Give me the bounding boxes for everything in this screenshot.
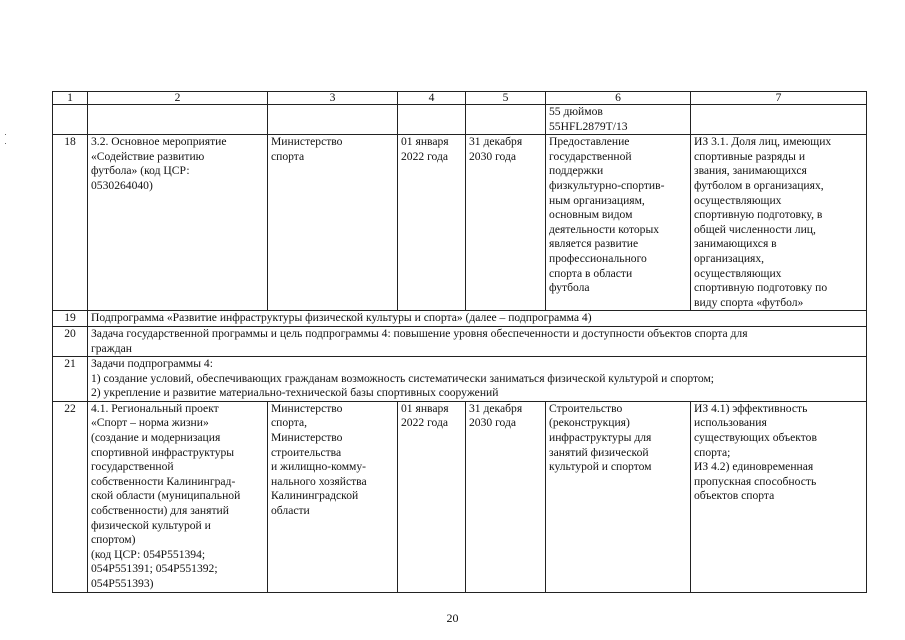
cell-line: области — [271, 504, 310, 518]
end-date-cell — [466, 135, 546, 311]
cell-line: пропускная способность — [694, 474, 817, 488]
cell-line: 2030 года — [469, 149, 517, 163]
cell-line: 0530264040) — [91, 178, 153, 192]
table-cell — [268, 105, 398, 135]
cell-line: спорта в области — [549, 266, 633, 280]
cell-line: виду спорта «футбол» — [694, 295, 804, 309]
cell-line: ской области (муниципальной — [91, 489, 241, 503]
cell-line: 054P551393) — [91, 577, 154, 590]
description-cell — [546, 135, 691, 311]
cell-line: 054P551391; 054P551392; — [91, 562, 218, 576]
header-cell: 4 — [398, 92, 466, 105]
cell-line: (реконструкция) — [549, 416, 630, 430]
indicator-cell — [691, 401, 867, 592]
table-cell — [691, 105, 867, 135]
cell-line: осуществляющих — [694, 193, 782, 207]
cell-line: ным организациям, — [549, 193, 645, 207]
table-header-row — [53, 92, 867, 105]
cell-line: поддержки — [549, 164, 604, 178]
row-number-cell: 18 — [53, 135, 88, 311]
cell-line: 55 дюймов — [549, 105, 603, 118]
table-row-22 — [53, 401, 867, 592]
header-cell: 1 — [53, 92, 88, 105]
cell-line: 2) укрепление и развитие материально-технической базы спортивных сооружений — [91, 386, 499, 400]
cell-line: Предоставление — [549, 135, 630, 149]
page-number: 20 — [446, 611, 459, 625]
cell-line: спортивную подготовку, в — [694, 208, 823, 222]
table-row-continuation — [53, 105, 867, 135]
header-cell: 3 — [268, 92, 398, 105]
activity-name-cell — [88, 401, 268, 592]
cell-line: является развитие — [549, 237, 639, 251]
table-cell — [88, 105, 268, 135]
table-row-19 — [53, 311, 867, 327]
cell-line: осуществляющих — [694, 266, 782, 280]
cell-line: собственности) для занятий — [91, 504, 229, 518]
row-number-cell: 19 — [53, 311, 88, 327]
cell-line: инфраструктуры для — [549, 431, 652, 445]
table-cell — [546, 105, 691, 135]
tasks-cell — [88, 357, 867, 402]
cell-line: (создание и модернизация — [91, 431, 221, 445]
cell-line: занятий физической — [549, 445, 649, 459]
cell-line: спортивные разряды и — [694, 149, 806, 163]
cell-line: профессионального — [549, 251, 647, 265]
cell-line: спорта — [271, 149, 305, 163]
cell-line: общей численности лиц, — [694, 222, 816, 236]
cell-line: Министерство — [271, 431, 343, 445]
end-date-cell — [466, 401, 546, 592]
cell-line: Министерство — [271, 401, 343, 415]
cell-line: 3.2. Основное мероприятие — [91, 135, 227, 149]
cell-line: Калининградской — [271, 489, 359, 503]
cell-line: 1) создание условий, обеспечивающих гражданам возможность систематически заниматься физической культурой и спортом; — [91, 371, 715, 385]
scan-speck — [5, 143, 6, 144]
cell-line: строительства — [271, 445, 342, 459]
cell-line: 2022 года — [401, 149, 449, 163]
cell-line: спортивную подготовку по — [694, 281, 828, 295]
table-row-21 — [53, 357, 867, 402]
cell-line: государственной — [91, 460, 174, 474]
cell-line: спортом) — [91, 533, 136, 547]
cell-line: деятельности которых — [549, 222, 660, 236]
cell-line: Задачи подпрограммы 4: — [91, 357, 213, 371]
executor-cell — [268, 401, 398, 592]
row-number-cell: 22 — [53, 401, 88, 592]
cell-line: 2030 года — [469, 416, 517, 430]
cell-line: государственной — [549, 149, 632, 163]
program-table — [52, 91, 867, 593]
cell-line: 01 января — [401, 401, 449, 415]
cell-line: 31 декабря — [469, 401, 523, 415]
header-cell: 5 — [466, 92, 546, 105]
executor-cell — [268, 135, 398, 311]
cell-line: и жилищно-комму- — [271, 460, 367, 474]
description-cell — [546, 401, 691, 592]
cell-line: ИЗ 4.2) единовременная — [694, 460, 814, 474]
cell-line: Министерство — [271, 135, 343, 149]
cell-line: ИЗ 3.1. Доля лиц, имеющих — [694, 135, 832, 149]
row-number-cell: 20 — [53, 326, 88, 356]
cell-line: 01 января — [401, 135, 449, 149]
cell-line: 31 декабря — [469, 135, 523, 149]
cell-line: собственности Калининград- — [91, 474, 236, 488]
row-number-cell — [53, 105, 88, 135]
table-cell — [398, 105, 466, 135]
start-date-cell — [398, 135, 466, 311]
cell-line: культурой и спортом — [549, 460, 652, 474]
cell-line: организациях, — [694, 251, 765, 265]
header-cell: 2 — [88, 92, 268, 105]
cell-line: существующих объектов — [694, 431, 817, 445]
cell-line: физической культурой и — [91, 518, 211, 532]
cell-line: граждан — [91, 341, 132, 355]
cell-line: использования — [694, 416, 767, 430]
cell-line: звания, занимающихся — [694, 164, 807, 178]
scan-speck — [5, 134, 6, 135]
cell-line: «Содействие развитию — [91, 149, 205, 163]
cell-line: физкультурно-спортив- — [549, 178, 665, 192]
activity-name-cell — [88, 135, 268, 311]
table-row-18 — [53, 135, 867, 311]
cell-line: футбола» (код ЦСР: — [91, 164, 190, 178]
goal-cell — [88, 326, 867, 356]
cell-line: объектов спорта — [694, 489, 775, 503]
cell-line: нального хозяйства — [271, 474, 367, 488]
header-cell: 6 — [546, 92, 691, 105]
cell-line: футбола — [549, 281, 590, 295]
subprogram-title-cell: Подпрограмма «Развитие инфраструктуры физической культуры и спорта» (далее – подпрограмма 4) — [88, 311, 867, 327]
cell-line: спорта; — [694, 445, 731, 459]
row-number-cell: 21 — [53, 357, 88, 402]
table-cell — [466, 105, 546, 135]
table-row-20 — [53, 326, 867, 356]
cell-line: ИЗ 4.1) эффективность — [694, 401, 808, 415]
cell-line: спортивной инфраструктуры — [91, 445, 235, 459]
cell-line: занимающихся в — [694, 237, 777, 251]
cell-line: основным видом — [549, 208, 633, 222]
start-date-cell — [398, 401, 466, 592]
cell-line: спорта, — [271, 416, 308, 430]
cell-line: 55HFL2879T/13 — [549, 119, 628, 133]
cell-line: (код ЦСР: 054P551394; — [91, 547, 206, 561]
cell-line: Строительство — [549, 401, 623, 415]
indicator-cell — [691, 135, 867, 311]
cell-line: футболом в организациях, — [694, 178, 824, 192]
cell-line: «Спорт – норма жизни» — [91, 416, 209, 430]
cell-line: 4.1. Региональный проект — [91, 401, 219, 415]
header-cell: 7 — [691, 92, 867, 105]
cell-line: 2022 года — [401, 416, 449, 430]
cell-line: Задача государственной программы и цель подпрограммы 4: повышение уровня обеспеченности и доступности объектов спорта для — [91, 326, 748, 340]
